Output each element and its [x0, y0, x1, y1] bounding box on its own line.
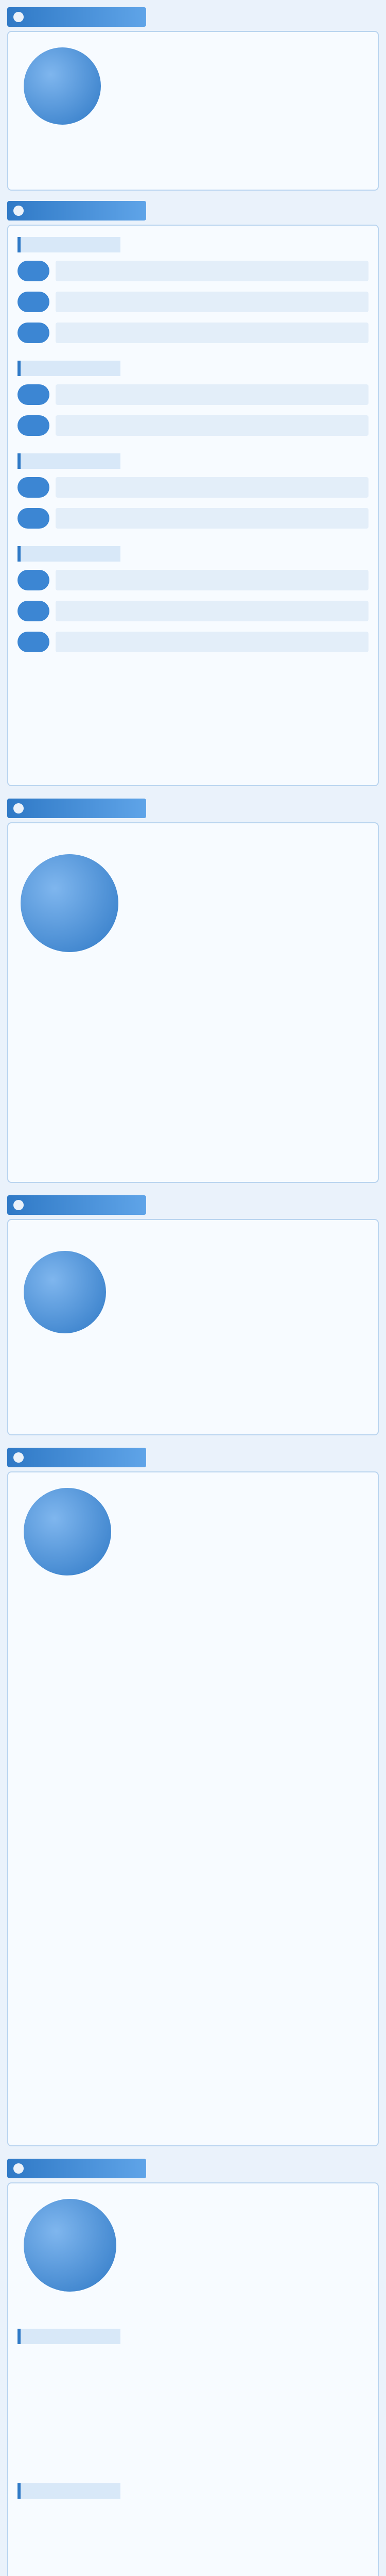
section-bar-livelihood	[7, 2159, 146, 2178]
transport-subhead-3	[17, 453, 120, 469]
section-icon	[13, 803, 24, 814]
section-bar-transport	[7, 201, 146, 221]
section-bar-industry	[7, 1448, 146, 1467]
section-icon	[13, 1200, 24, 1210]
livelihood-panel	[7, 2182, 379, 2576]
section-bar-energy	[7, 799, 146, 818]
transport-row	[17, 381, 369, 408]
industry-panel	[7, 1471, 379, 2146]
transport-row	[17, 319, 369, 346]
transport-subhead-1	[17, 237, 120, 252]
gear-illustration	[24, 47, 101, 125]
transport-row	[17, 629, 369, 655]
water-drop-illustration	[24, 1251, 106, 1333]
transport-subhead-2	[17, 361, 120, 376]
infrastructure-panel	[7, 31, 379, 191]
section-icon	[13, 206, 24, 216]
transport-row	[17, 474, 369, 501]
puzzle-illustration	[24, 2199, 116, 2292]
livelihood-subhead-2	[17, 2483, 120, 2499]
energy-panel	[7, 822, 379, 1183]
transport-row	[17, 289, 369, 315]
transport-row	[17, 505, 369, 532]
water-panel	[7, 1219, 379, 1435]
transport-row	[17, 567, 369, 594]
section-icon	[13, 12, 24, 22]
section-icon	[13, 2163, 24, 2174]
transport-row	[17, 258, 369, 284]
section-bar-water	[7, 1195, 146, 1215]
section-icon	[13, 1452, 24, 1463]
transport-row	[17, 598, 369, 624]
livelihood-subhead-1	[17, 2329, 120, 2344]
section-bar-infrastructure	[7, 7, 146, 27]
transport-row	[17, 412, 369, 439]
factory-illustration	[24, 1488, 111, 1575]
transport-subhead-4	[17, 546, 120, 562]
energy-illustration	[21, 854, 118, 952]
